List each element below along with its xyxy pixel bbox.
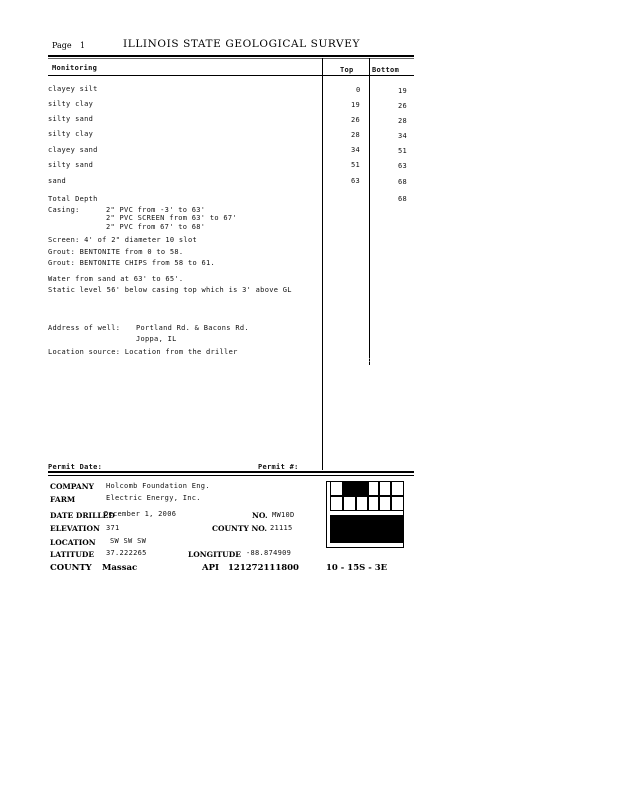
township-range-section: 10 - 15S - 3E — [326, 563, 388, 573]
casing-line: 2" PVC from 67' to 68' — [106, 223, 206, 231]
row-top: 0 — [356, 86, 361, 94]
row-top: 19 — [351, 101, 361, 109]
grid-cell — [391, 481, 404, 496]
row-description: clayey silt — [48, 85, 98, 93]
row-description: clayey sand — [48, 146, 98, 154]
grid-cell — [356, 496, 368, 511]
location-source-note: Location source: Location from the driller — [48, 348, 238, 356]
column-divider-main — [322, 58, 323, 470]
row-description: silty sand — [48, 161, 94, 169]
address-line: Portland Rd. & Bacons Rd. — [136, 324, 249, 332]
total-depth-label: Total Depth — [48, 195, 98, 203]
row-top: 63 — [351, 177, 361, 185]
county-value: Massac — [102, 563, 138, 573]
row-bottom: 28 — [398, 117, 408, 125]
row-bottom: 26 — [398, 102, 408, 110]
section-location-grid — [326, 481, 404, 548]
casing-line: 2" PVC from -3' to 63' — [106, 206, 206, 214]
address-label: Address of well: — [48, 324, 121, 332]
static-level-note: Static level 56' below casing top which is 3' above GL — [48, 286, 292, 294]
header-rule-bottom — [48, 75, 414, 76]
row-bottom: 68 — [398, 178, 408, 186]
row-description: sand — [48, 177, 67, 185]
api-value: 121272111800 — [228, 563, 299, 573]
row-description: silty sand — [48, 115, 94, 123]
water-note: Water from sand at 63' to 65'. — [48, 275, 184, 283]
column-header-description: Monitoring — [52, 64, 98, 72]
elevation-value: 371 — [106, 524, 120, 532]
row-bottom: 51 — [398, 147, 408, 155]
grid-block-marked — [330, 515, 404, 543]
row-bottom: 34 — [398, 132, 408, 140]
screen-note: Screen: 4' of 2" diameter 10 slot — [48, 236, 197, 244]
well-number-label: NO. — [252, 511, 268, 520]
column-divider-top-bottom — [369, 58, 370, 355]
row-top: 26 — [351, 116, 361, 124]
date-drilled-value: December 1, 2006 — [104, 510, 177, 518]
column-header-bottom: Bottom — [372, 66, 400, 74]
row-description: silty clay — [48, 100, 94, 108]
well-number-value: MW10D — [272, 511, 295, 519]
footer-rule-sub — [48, 475, 414, 476]
company-value: Holcomb Foundation Eng. — [106, 482, 210, 490]
footer-rule-top — [48, 471, 414, 473]
latitude-label: LATITUDE — [50, 550, 95, 559]
address-line: Joppa, IL — [136, 335, 177, 343]
grid-cell — [379, 481, 391, 496]
county-number-label: COUNTY NO. — [212, 524, 268, 533]
page-title: ILLINOIS STATE GEOLOGICAL SURVEY — [123, 38, 361, 50]
date-drilled-label: DATE DRILLED — [50, 511, 115, 520]
divider-dash — [369, 355, 370, 365]
casing-line: 2" PVC SCREEN from 63' to 67' — [106, 214, 237, 222]
grid-cell — [379, 496, 391, 511]
longitude-label: LONGITUDE — [188, 550, 241, 559]
page-number: 1 — [80, 41, 86, 50]
row-top: 34 — [351, 146, 361, 154]
casing-label: Casing: — [48, 206, 80, 214]
page-label: Page — [52, 41, 72, 50]
elevation-label: ELEVATION — [50, 524, 100, 533]
company-label: COMPANY — [50, 482, 94, 491]
grout-note: Grout: BENTONITE from 0 to 58. — [48, 248, 184, 256]
grid-cell — [391, 496, 404, 511]
grid-cell — [368, 481, 379, 496]
total-depth-value: 68 — [398, 195, 408, 203]
row-top: 28 — [351, 131, 361, 139]
location-value: SW SW SW — [110, 537, 147, 545]
county-number-value: 21115 — [270, 524, 293, 532]
location-label: LOCATION — [50, 538, 96, 547]
permit-number-label: Permit #: — [258, 463, 299, 471]
grid-cell — [368, 496, 379, 511]
row-bottom: 19 — [398, 87, 408, 95]
column-header-top: Top — [340, 66, 354, 74]
farm-label: FARM — [50, 495, 76, 504]
header-rule-sub — [48, 58, 414, 59]
grid-cell — [343, 496, 356, 511]
farm-value: Electric Energy, Inc. — [106, 494, 201, 502]
county-label: COUNTY — [50, 563, 92, 573]
header-rule-top — [48, 55, 414, 57]
grout-note: Grout: BENTONITE CHIPS from 58 to 61. — [48, 259, 216, 267]
api-label: API — [202, 563, 219, 573]
row-bottom: 63 — [398, 162, 408, 170]
grid-cell-marked — [343, 481, 356, 496]
latitude-value: 37.222265 — [106, 549, 147, 557]
grid-cell-marked — [356, 481, 368, 496]
row-description: silty clay — [48, 130, 94, 138]
grid-cell — [330, 481, 343, 496]
permit-date-label: Permit Date: — [48, 463, 103, 471]
row-top: 51 — [351, 161, 361, 169]
longitude-value: -88.874909 — [246, 549, 292, 557]
grid-cell — [330, 496, 343, 511]
